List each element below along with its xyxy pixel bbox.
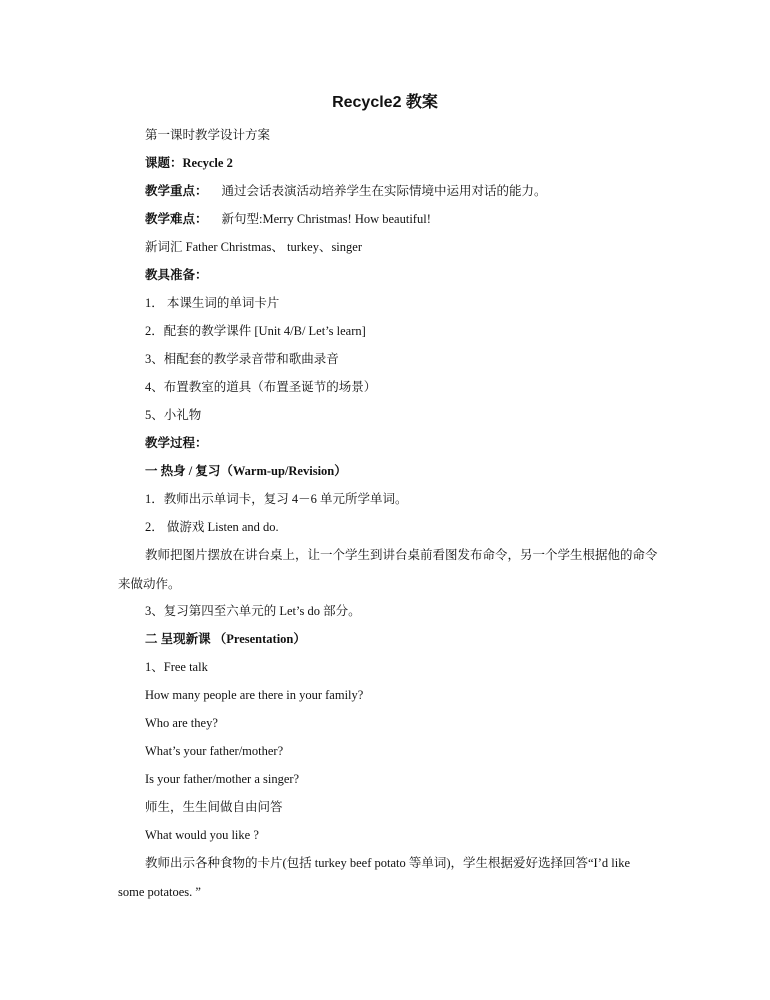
question-3: What’s your father/mother?: [145, 744, 284, 758]
prep-item-2: 2．配套的教学课件 [Unit 4/B/ Let’s learn]: [145, 324, 366, 338]
prep-item-1: 1． 本课生词的单词卡片: [145, 296, 280, 310]
warmup-step-2: 2． 做游戏 Listen and do.: [145, 520, 279, 534]
focus-label: 教学重点：: [145, 184, 208, 198]
prep-item-3: 3、相配套的教学录音带和歌曲录音: [145, 352, 339, 366]
presentation-paragraph: 教师出示各种食物的卡片(包括 turkey beef potato 等单词)，学生根据爱好选择回答“I’d like some potatoes. ”: [118, 856, 631, 899]
presentation-step-1: 1、Free talk: [145, 660, 208, 674]
topic-line: [145, 154, 233, 172]
prep-heading: 教具准备：: [145, 268, 208, 282]
prep-item-5: 5、小礼物: [145, 408, 202, 422]
question-4: Is your father/mother a singer?: [145, 772, 300, 786]
question-2: Who are they?: [145, 716, 218, 730]
difficulty-label: 教学难点：: [145, 212, 208, 226]
section-presentation-heading: 二 呈现新课 （Presentation）: [145, 632, 306, 646]
focus-value: 通过会话表演活动培养学生在实际情境中运用对话的能力。: [221, 184, 547, 198]
section-warmup-heading: 一 热身 / 复习（Warm-up/Revision）: [145, 464, 347, 478]
page-title: Recycle2 教案: [332, 94, 438, 111]
free-talk-note: 师生，生生间做自由问答: [145, 800, 283, 814]
focus-line: [145, 182, 547, 200]
difficulty-line: [145, 210, 431, 228]
question-1: How many people are there in your family?: [145, 688, 364, 702]
topic-label: 课题：: [145, 156, 183, 170]
vocabulary-line: 新词汇 Father Christmas、 turkey、singer: [145, 240, 362, 254]
warmup-step-3: 3、复习第四至六单元的 Let’s do 部分。: [145, 604, 361, 618]
question-5: What would you like ?: [145, 828, 259, 842]
warmup-step-1: 1．教师出示单词卡，复习 4－6 单元所学单词。: [145, 492, 408, 506]
process-heading: 教学过程：: [145, 436, 208, 450]
prep-item-4: 4、布置教室的道具（布置圣诞节的场景）: [145, 380, 377, 394]
lesson-subtitle: 第一课时教学设计方案: [145, 128, 271, 142]
topic-value: Recycle 2: [182, 156, 233, 170]
difficulty-value: 新句型:Merry Christmas! How beautiful!: [221, 212, 431, 226]
warmup-paragraph: 教师把图片摆放在讲台桌上，让一个学生到讲台桌前看图发布命令，另一个学生根据他的命令来做动作。: [118, 548, 658, 591]
